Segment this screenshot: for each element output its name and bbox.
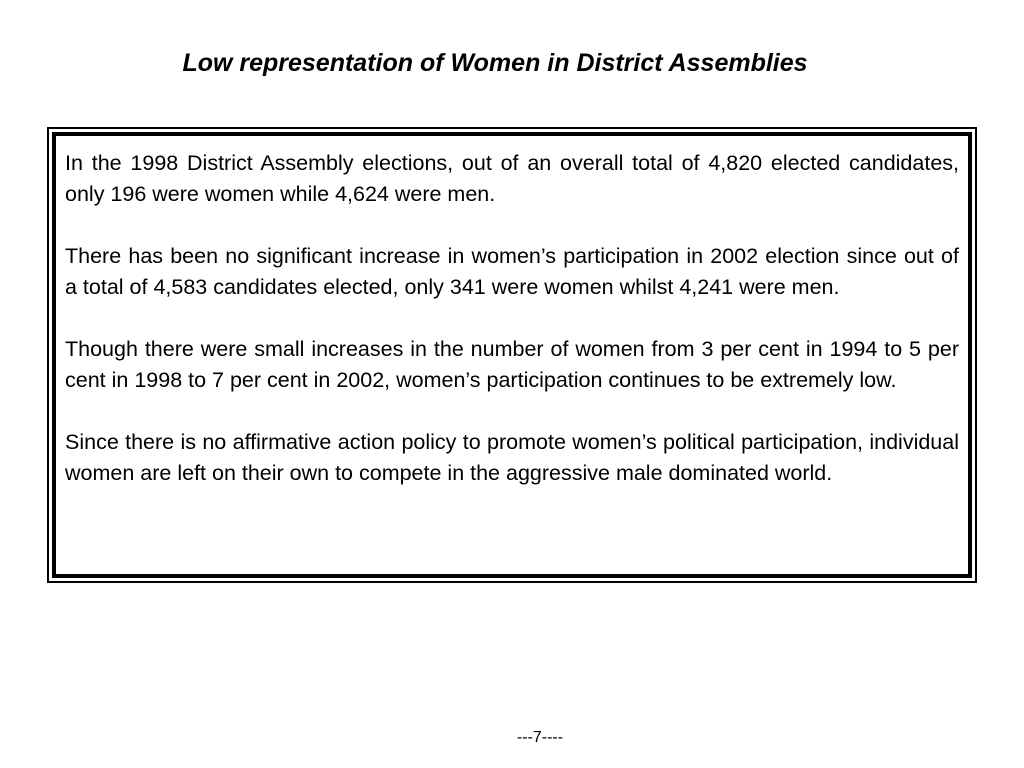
text-box-outer-border [47, 127, 977, 583]
paragraph-participation-trend: Though there were small increases in the number of women from 3 per cent in 1994 to 5 per cent in 1998 to 7 per cent in 2002, women’s participation continues to be extremely low. [65, 337, 959, 392]
text-box [52, 132, 972, 578]
page-number: ---7---- [516, 729, 564, 746]
paragraph-2002-election: There has been no significant increase in women’s participation in 2002 election since out of a total of 4,583 candidates elected, only 341 were women whilst 4,241 were men. [65, 244, 959, 299]
paragraph-affirmative-action: Since there is no affirmative action policy to promote women’s political participation, individual women are left on their own to compete in the aggressive male dominated world. [65, 430, 959, 485]
paragraph-1998-election: In the 1998 District Assembly elections, out of an overall total of 4,820 elected candidates, only 196 were women while 4,624 were men. [65, 151, 959, 206]
slide-title: Low representation of Women in District Assemblies [182, 49, 808, 77]
